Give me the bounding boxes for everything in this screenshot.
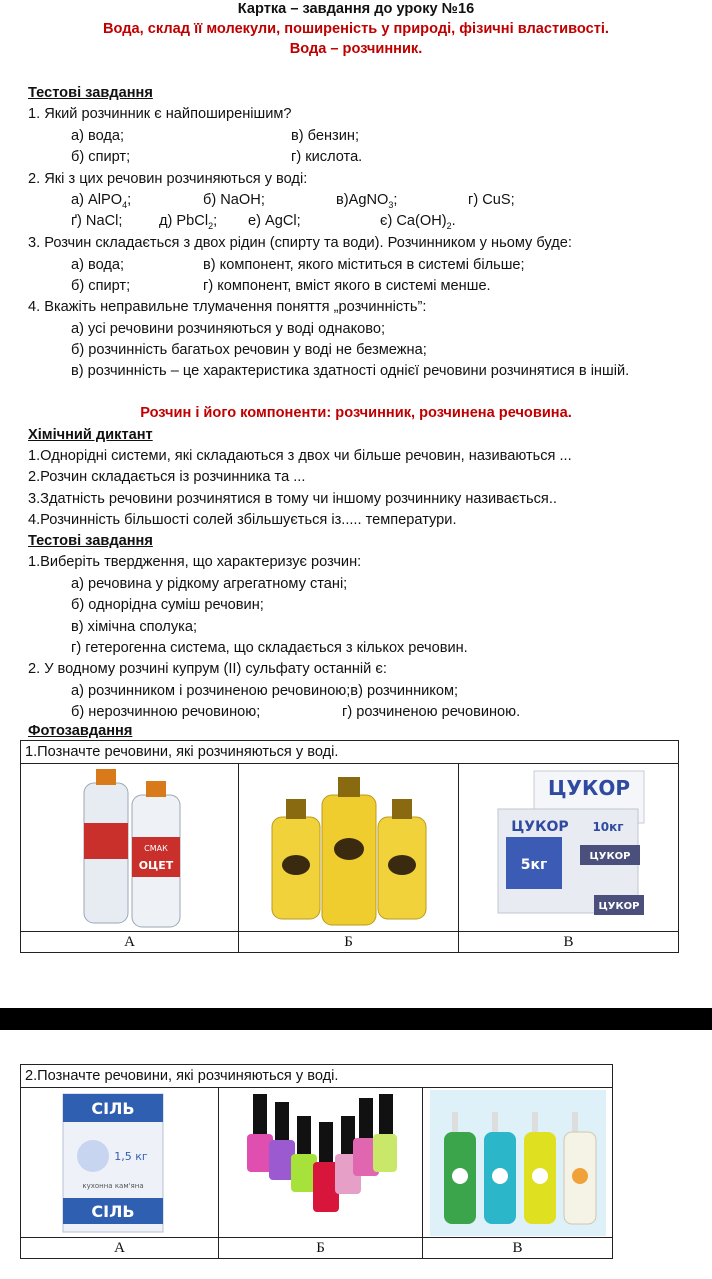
sugar-photo (459, 764, 679, 932)
salt-subtitle: кухонна кам'яна (81, 1181, 144, 1190)
t2-q2-option-ac: а) розчинником і розчиненою речовиною;в) розчинником; (71, 683, 459, 699)
q3-option-b: б) спирт; (71, 278, 131, 294)
q4-option-b: б) розчинність багатьох речовин у воді не безмежна; (71, 342, 427, 358)
photo-task-1-table (20, 740, 679, 953)
q1-option-a: а) вода; (71, 128, 125, 144)
test-heading-2: Тестові завдання (28, 533, 153, 549)
photo-label-v: В (459, 932, 679, 953)
q3-option-d: г) компонент, вміст якого в системі менше. (203, 278, 491, 294)
photo-label-b: Б (239, 932, 459, 953)
q2-option-g: е) AgCl; (248, 213, 301, 229)
dictation-item-4: 4.Розчинність більшості солей збільшується із..... температури. (28, 512, 457, 528)
q1-option-b: б) спирт; (71, 149, 131, 165)
sugar-weight-1: 10кг (591, 819, 624, 834)
nail-polish-photo (219, 1088, 423, 1238)
q2-option-c: в)AgNO$_3$; (336, 192, 398, 210)
q4-option-c: в) розчинність – це характеристика здатності однієї речовини розчинятися в іншій. (71, 363, 630, 379)
photo-heading: Фотозавдання (28, 723, 133, 739)
worksheet-title: Картка – завдання до уроку №16 (237, 1, 475, 17)
dictation-item-2: 2.Розчин складається із розчинника та ... (28, 469, 306, 485)
q4-text: 4. Вкажіть неправильне тлумачення поняття „розчинність”: (28, 299, 427, 315)
test-heading-1: Тестові завдання (28, 85, 153, 101)
topic-line-2: Вода – розчинник. (289, 41, 423, 57)
dictation-item-1: 1.Однорідні системи, які складаються з двох чи більше речовин, називаються ... (28, 448, 572, 464)
photo-task-1-text: 1.Позначте речовини, які розчиняються у воді. (21, 741, 679, 764)
q1-option-d: г) кислота. (291, 149, 363, 165)
photo-label-a: А (21, 932, 239, 953)
worksheet-page-2 (0, 1030, 712, 1279)
q2-option-f: д) PbCl$_2$; (159, 213, 218, 231)
photo2-label-v: В (423, 1238, 613, 1259)
dictation-item-3: 3.Здатність речовини розчинятися в тому чи іншому розчиннику називається.. (28, 491, 557, 507)
t2-q2-option-d: г) розчиненою речовиною. (342, 704, 521, 720)
oil-photo (239, 764, 459, 932)
q2-option-a: а) AlPO$_4$; (71, 192, 132, 210)
t2-q1-option-d: г) гетерогенна система, що складається з кількох речовин. (71, 640, 468, 656)
t2-q2-option-b: б) нерозчинною речовиною; (71, 704, 261, 720)
vinegar-photo (21, 764, 239, 932)
q2-text: 2. Які з цих речовин розчиняються у воді: (28, 171, 308, 187)
t2-q1-option-b: б) однорідна суміш речовин; (71, 597, 264, 613)
photo-task-2-text: 2.Позначте речовини, які розчиняються у воді. (21, 1065, 613, 1088)
q1-option-c: в) бензин; (291, 128, 359, 144)
salt-text-top: СІЛЬ (90, 1098, 135, 1118)
sugar-text-2: ЦУКОР (510, 818, 569, 835)
page-separator (0, 1008, 712, 1030)
salt-photo (21, 1088, 219, 1238)
q3-option-a: а) вода; (71, 257, 125, 273)
q2-option-d: г) CuS; (468, 192, 515, 208)
photo-task-2-table (20, 1064, 613, 1259)
q2-option-h: є) $Ca(OH)_2$. (380, 213, 456, 231)
t2-q1-text: 1.Виберіть твердження, що характеризує розчин: (28, 554, 362, 570)
q2-option-e: ґ) NaCl; (71, 213, 123, 229)
q4-option-a: а) усі речовини розчиняються у воді однаково; (71, 321, 386, 337)
sugar-text-4: ЦУКОР (598, 900, 639, 912)
liquid-soap-photo (423, 1088, 613, 1238)
q3-option-c: в) компонент, якого міститься в системі більше; (203, 257, 525, 273)
sugar-weight-2: 5кг (520, 856, 547, 873)
vinegar-label: ОЦЕТ (138, 858, 173, 872)
t2-q2-text: 2. У водному розчині купрум (ІІ) сульфату останній є: (28, 661, 387, 677)
vinegar-brand: СМАК (143, 843, 168, 853)
sugar-text-1: ЦУКОР (547, 775, 630, 800)
photo2-label-b: Б (219, 1238, 423, 1259)
q2-option-b: б) NaOH; (203, 192, 265, 208)
q3-text: 3. Розчин складається з двох рідин (спирту та води). Розчинником у ньому буде: (28, 235, 572, 251)
t2-q1-option-a: а) речовина у рідкому агрегатному стані; (71, 576, 348, 592)
t2-q1-option-c: в) хімічна сполука; (71, 619, 197, 635)
q1-text: 1. Який розчинник є найпоширенішим? (28, 106, 292, 122)
salt-weight: 1,5 кг (113, 1149, 148, 1163)
salt-text-bottom: СІЛЬ (90, 1201, 135, 1221)
dictation-heading: Хімічний диктант (28, 427, 153, 443)
photo2-label-a: А (21, 1238, 219, 1259)
topic-line-1: Вода, склад її молекули, поширеність у природі, фізичні властивості. (103, 21, 609, 37)
section2-title: Розчин і його компоненти: розчинник, розчинена речовина. (140, 405, 572, 421)
sugar-text-3: ЦУКОР (589, 850, 630, 862)
